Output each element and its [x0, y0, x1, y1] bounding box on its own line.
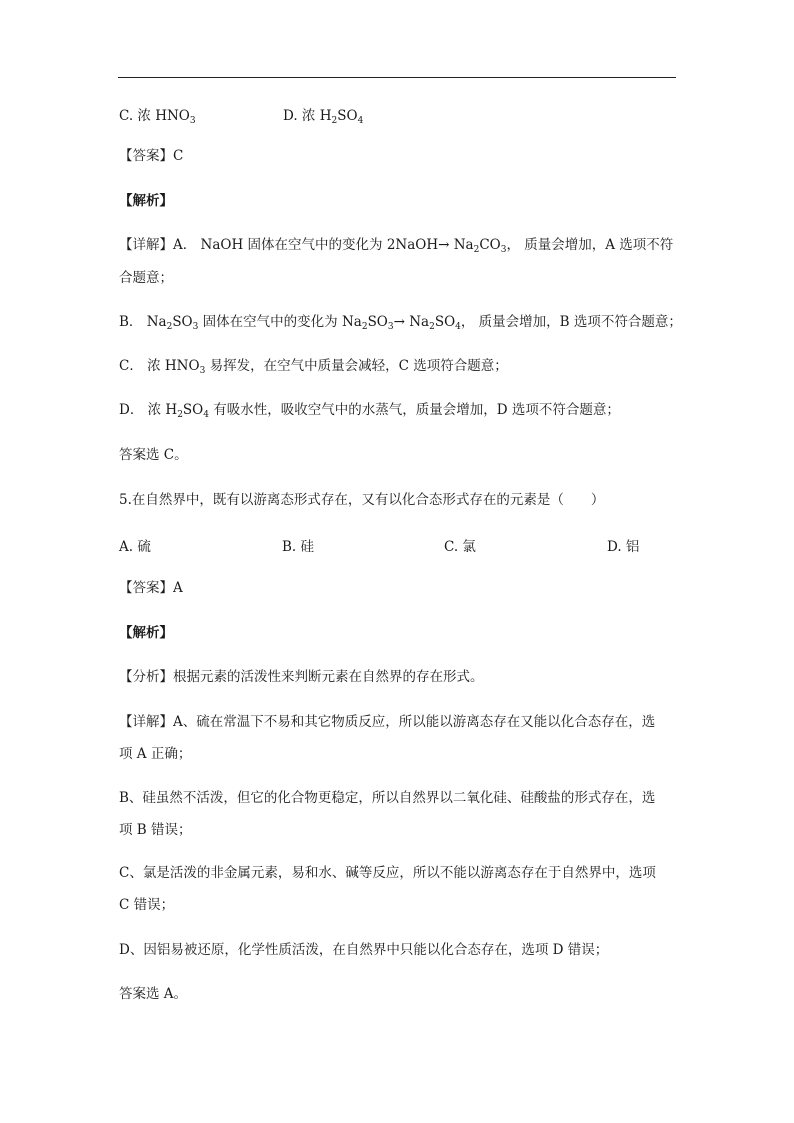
q4-option-d: D. 浓 $H_2SO_4$	[283, 108, 364, 126]
q5-detail-b-line2: 项 B 错误；	[119, 822, 192, 838]
q4-option-c: C. 浓 $HNO_3$	[119, 108, 196, 126]
q5-option-a: A. 硫	[119, 539, 151, 555]
q5-detail-c-line1: C、氯是活泼的非金属元素，易和水、碱等反应，所以不能以游离态存在于自然界中，选项	[119, 865, 656, 881]
q4-answer: 【答案】C	[119, 148, 184, 164]
q5-conclusion: 答案选 A。	[119, 986, 188, 1002]
q4-analysis-title: 【解析】	[119, 193, 173, 209]
q5-detail-a-line2: 项 A 正确；	[119, 746, 192, 762]
q5-detail-d: D、因铝易被还原，化学性质活泼，在自然界中只能以化合态存在，选项 D 错误；	[119, 942, 609, 958]
q5-detail-b-line1: B、硅虽然不活泼，但它的化合物更稳定，所以自然界以二氧化硅、硅酸盐的形式存在，选	[119, 790, 656, 806]
q4-conclusion: 答案选 C。	[119, 447, 188, 463]
q5-analysis-note: 【分析】根据元素的活泼性来判断元素在自然界的存在形式。	[119, 669, 484, 685]
q5-detail-a-line1: 【详解】A、硫在常温下不易和其它物质反应，所以能以游离态存在又能以化合态存在，选	[119, 714, 656, 730]
q4-detail-d: D． 浓 $H_2SO_4$ 有吸水性，吸收空气中的水蒸气，质量会增加，D 选项不符合题意；	[119, 402, 620, 420]
q5-detail-c-line2: C 错误；	[119, 897, 175, 913]
header-rule	[118, 77, 676, 78]
q4-detail-a-line1: 【详解】A． NaOH 固体在空气中的变化为 2NaOH→ $Na_2CO_3$， 质量会增加，A 选项不符	[119, 237, 674, 255]
q4-detail-c: C． 浓 $HNO_3$ 易挥发，在空气中质量会减轻，C 选项符合题意；	[119, 358, 508, 376]
q5-question: 5.在自然界中，既有以游离态形式存在，又有以化合态形式存在的元素是（ ）	[119, 492, 605, 508]
q5-option-c: C. 氯	[444, 539, 476, 555]
q5-answer: 【答案】A	[119, 580, 183, 596]
q4-detail-a-line2: 合题意；	[119, 270, 173, 286]
q5-option-b: B. 硅	[282, 539, 315, 555]
q4-detail-b: B． $Na_2SO_3$ 固体在空气中的变化为 $Na_2SO_3\to Na_2SO_4$， 质量会增加，B 选项不符合题意；	[119, 314, 682, 332]
q5-analysis-title: 【解析】	[119, 625, 173, 641]
q5-option-d: D. 铝	[607, 539, 640, 555]
